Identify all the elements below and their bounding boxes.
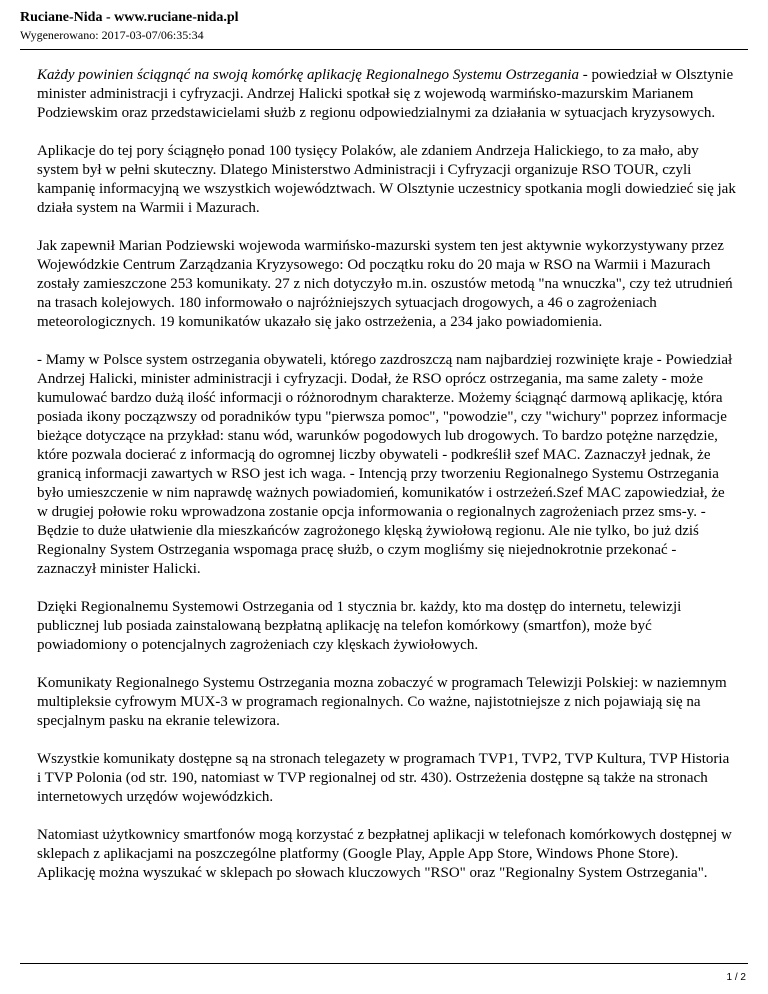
article-paragraph: Komunikaty Regionalnego Systemu Ostrzegania mozna zobaczyć w programach Telewizji Polskiej: w naziemnym multipleksie cyfrowym MUX-3 w programach regionalnych. Co ważne, najistotniejsze z nich pojawiają się na specjalnym pasku na ekranie telewizora. bbox=[37, 675, 727, 729]
site-title: Ruciane-Nida - www.ruciane-nida.pl bbox=[20, 10, 239, 25]
article-paragraph: Jak zapewnił Marian Podziewski wojewoda warmińsko-mazurski system ten jest aktywnie wykorzystywany przez Wojewódzkie Centrum Zarządzania Kryzysowego: Od początku roku do 20 maja w RSO na Warmii i Mazurach zostały zamieszczone 253 komunikaty. 27 z nich dotyczyło m.in. oszustów metodą "na wnuczka", czy też utrudnień na trasach kolejowych. 180 informowało o najróżniejszych sytuacjach drogowych, a 46 o zagrożeniach meteorologicznych. 19 komunikatów ukazało się jako ostrzeżenia, a 234 jako powiadomienia. bbox=[37, 238, 733, 330]
lead-paragraph bbox=[37, 66, 737, 123]
footer-divider bbox=[20, 963, 748, 964]
article-paragraph: Dzięki Regionalnemu Systemowi Ostrzegania od 1 stycznia br. każdy, kto ma dostęp do internetu, telewizji publicznej lub posiada zainstalowaną bezpłatną aplikację na telefon komórkowy (smartfon), może być powiadomiony o potencjalnych zagrożeniach czy klęskach żywiołowych. bbox=[37, 599, 682, 653]
page-header bbox=[20, 10, 748, 42]
article-paragraph: - Mamy w Polsce system ostrzegania obywateli, którego zazdroszczą nam najbardziej rozwinięte kraje - Powiedział Andrzej Halicki, minister administracji i cyfryzacji. Dodał, że RSO oprócz ostrzegania, ma same zalety - może kumulować bardzo dużą ilość informacji o różnorodnym charakterze. Możemy ściągnąć darmową aplikację, która posiada ikony począzwszy od poradników typu "pierwsza pomoc", "powodzie", czy "wichury" poprzez informacje bieżące dotyczące na przykład: stanu wód, warunków pogodowych lub drogowych. To bardzo potężne narzędzie, które pozwala docierać z informacją do ogromnej liczby obywateli - podkreślił szef MAC. Zaznaczył jednak, że granicą informacji zawartych w RSO jest ich waga. - Intencją przy tworzeniu Regionalnego Systemu Ostrzegania było umieszczenie w nim naprawdę ważnych powiadomień, komunikatów i ostrzeżeń.Szef MAC zapowiedział, że w drugiej połowie roku wprowadzona zostanie opcja informowania o regionalnych zagrożeniach przez sms-y. - Będzie to duże ułatwienie dla mieszkańców zagrożonego klęską żywiołową regionu. Ale nie tylko, bo już dziś Regionalny System Ostrzegania wspomaga pracę służb, o czym mogliśmy się niejednokrotnie przekonać - zaznaczył minister Halicki. bbox=[37, 352, 733, 577]
lead-italic: Każdy powinien ściągnąć na swoją komórkę aplikację Regionalnego Systemu Ostrzegania bbox=[37, 67, 579, 83]
article-body bbox=[37, 66, 737, 902]
article-paragraph: Aplikacje do tej pory ściągnęło ponad 100 tysięcy Polaków, ale zdaniem Andrzeja Halickiego, to za mało, aby system był w pełni skuteczny. Dlatego Ministerstwo Administracji i Cyfryzacji organizuje RSO TOUR, czyli kampanię informacyjną we wszystkich województwach. W Olsztynie uczestnicy spotkania mogli dowiedzieć się jak działa system na Warmii i Mazurach. bbox=[37, 143, 736, 216]
header-divider bbox=[20, 49, 748, 50]
generated-timestamp: Wygenerowano: 2017-03-07/06:35:34 bbox=[20, 28, 204, 42]
article-paragraph: Wszystkie komunikaty dostępne są na stronach telegazety w programach TVP1, TVP2, TVP Kultura, TVP Historia i TVP Polonia (od str. 190, natomiast w TVP regionalnej od str. 430). Ostrzeżenia dostępne są także na stronach internetowych urzędów wojewódzkich. bbox=[37, 751, 730, 805]
page-number: 1 / 2 bbox=[726, 972, 746, 983]
article-paragraph: Natomiast użytkownicy smartfonów mogą korzystać z bezpłatnej aplikacji w telefonach komórkowych dostępnej w sklepach z aplikacjami na poszczególne platformy (Google Play, Apple App Store, Windows Phone Store). Aplikację można wyszukać w sklepach po słowach kluczowych "RSO" oraz "Regionalny System Ostrzegania". bbox=[37, 827, 732, 881]
lead-rest: - powiedział w Olsztynie minister administracji i cyfryzacji. Andrzej Halicki spotkał się z wojewodą warmińsko-mazurskim Marianem Podziewskim oraz przedstawicielami służb z regionu odpowiedzialnymi za działania w sytuacjach kryzysowych. bbox=[37, 67, 734, 121]
